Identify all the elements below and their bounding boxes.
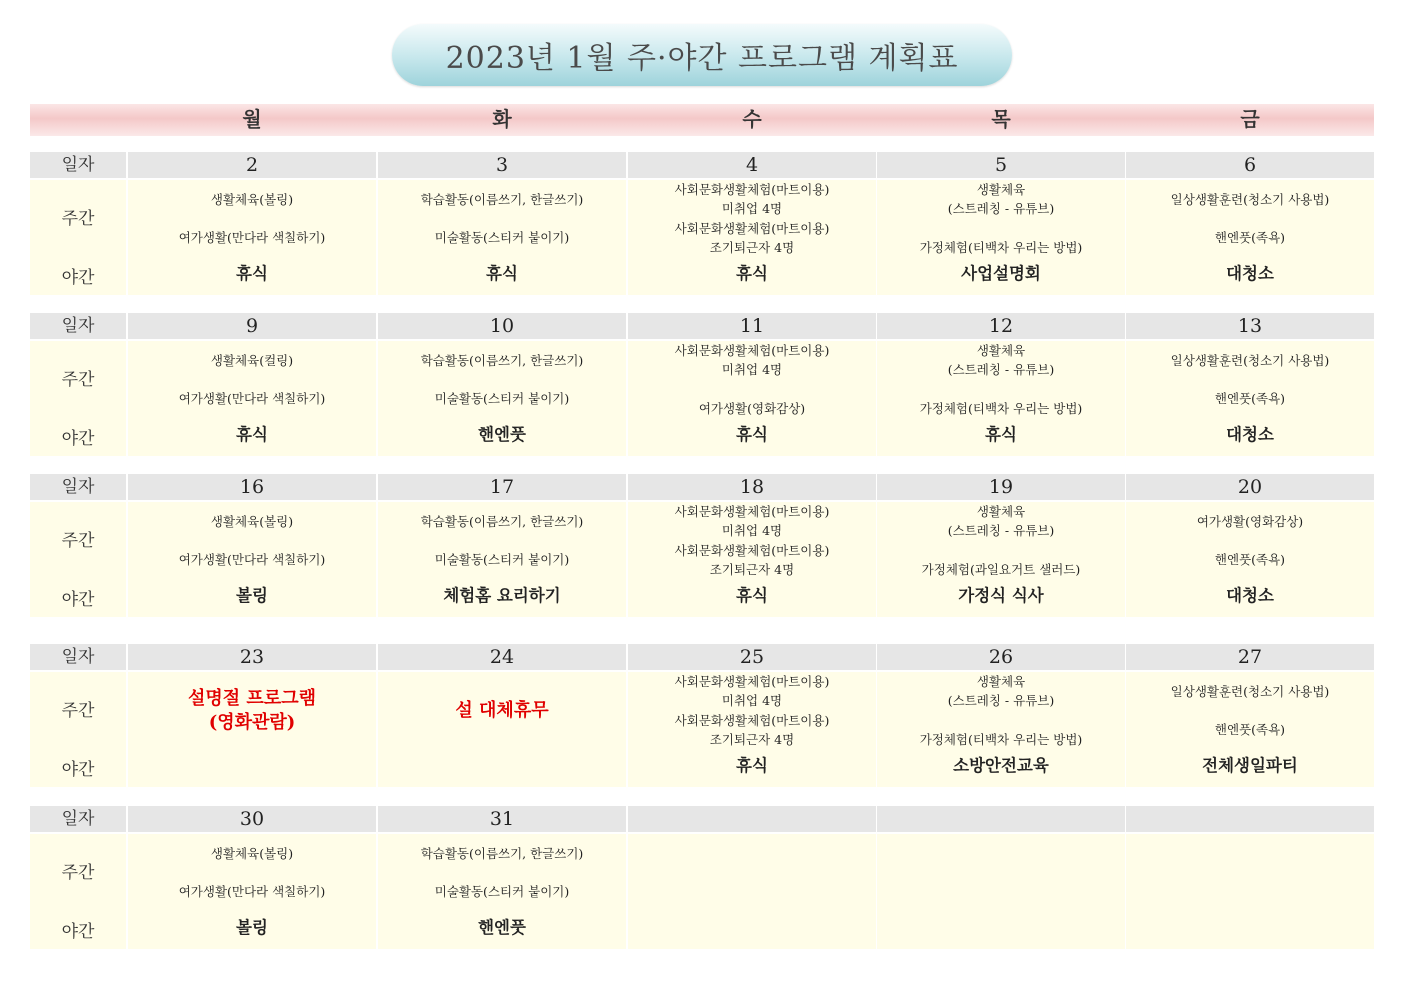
day-body xyxy=(128,180,376,295)
day-cell xyxy=(128,152,376,295)
daytime-program xyxy=(999,543,1003,558)
daytime-programs xyxy=(128,502,376,579)
day-date: 6 xyxy=(1126,152,1374,178)
night-program: 휴식 xyxy=(486,264,518,283)
day-cell xyxy=(1126,152,1374,295)
day-cell xyxy=(877,152,1125,295)
day-body xyxy=(1126,502,1374,617)
day-cell xyxy=(877,806,1125,949)
daytime-program: 여가생활(만다라 색칠하기) xyxy=(178,552,326,568)
day-body xyxy=(1126,180,1374,295)
daytime-programs xyxy=(877,341,1125,418)
night-program: 볼링 xyxy=(236,586,268,605)
night-program: 사업설명회 xyxy=(961,264,1041,283)
day-date: 2 xyxy=(128,152,376,178)
daytime-program: 여가생활(만다라 색칠하기) xyxy=(178,391,326,407)
daytime-program: 핸엔풋(족욕) xyxy=(1214,391,1286,407)
day-cell xyxy=(877,313,1125,456)
day-cell xyxy=(128,474,376,617)
day-date: 20 xyxy=(1126,474,1374,500)
day-date: 26 xyxy=(877,644,1125,670)
day-date: 3 xyxy=(378,152,626,178)
holiday-text: 설 대체휴무 xyxy=(455,699,549,721)
day-body xyxy=(628,672,876,787)
weekday-header-bar xyxy=(30,104,1374,136)
daytime-programs xyxy=(628,672,876,749)
weekday-mon: 월 xyxy=(242,107,262,131)
daytime-program: 학습활동(이름쓰기, 한글쓰기) xyxy=(420,845,584,861)
holiday-text: (영화관람) xyxy=(208,711,296,733)
day-cell xyxy=(1126,806,1374,949)
daytime-program: 사회문화생활체험(마트이용) xyxy=(674,343,830,359)
day-cell xyxy=(1126,474,1374,617)
day-body xyxy=(128,834,376,949)
daytime-program: 가정체험(과일요거트 샐러드) xyxy=(921,561,1081,577)
row-label-body xyxy=(30,834,126,949)
weekday-wed: 수 xyxy=(742,107,762,131)
weekday-thu: 목 xyxy=(991,107,1011,131)
day-date xyxy=(628,806,876,832)
daytime-programs xyxy=(877,180,1125,257)
day-date xyxy=(877,806,1125,832)
night-program xyxy=(378,751,626,781)
day-cell xyxy=(378,152,626,295)
daytime-program: 사회문화생활체험(마트이용) xyxy=(674,182,830,198)
row-label-night: 야간 xyxy=(61,429,95,449)
daytime-programs xyxy=(1126,341,1374,418)
daytime-program xyxy=(999,713,1003,728)
daytime-programs xyxy=(628,341,876,418)
day-body xyxy=(128,502,376,617)
day-body xyxy=(378,180,626,295)
row-label-day: 주간 xyxy=(61,701,95,721)
day-cell xyxy=(628,313,876,456)
day-date: 9 xyxy=(128,313,376,339)
week-row xyxy=(30,152,1374,295)
daytime-program: 일상생활훈련(청소기 사용법) xyxy=(1170,191,1330,207)
day-date: 4 xyxy=(628,152,876,178)
daytime-program xyxy=(999,221,1003,236)
daytime-programs xyxy=(1126,672,1374,749)
daytime-program: 사회문화생활체험(마트이용) xyxy=(674,220,830,236)
daytime-program: 일상생활훈련(청소기 사용법) xyxy=(1170,352,1330,368)
daytime-programs xyxy=(128,834,376,911)
day-cell xyxy=(378,644,626,787)
day-body xyxy=(378,502,626,617)
daytime-program xyxy=(750,382,754,397)
day-date: 17 xyxy=(378,474,626,500)
day-body xyxy=(628,502,876,617)
daytime-program: 여가생활(영화감상) xyxy=(698,400,806,416)
daytime-program: 사회문화생활체험(마트이용) xyxy=(674,712,830,728)
daytime-programs xyxy=(1126,502,1374,579)
row-label-night: 야간 xyxy=(61,590,95,610)
daytime-program: 사회문화생활체험(마트이용) xyxy=(674,674,830,690)
day-cell xyxy=(128,313,376,456)
night-program xyxy=(877,913,1125,943)
weekday-tue: 화 xyxy=(492,107,512,131)
daytime-program: 핸엔풋(족욕) xyxy=(1214,552,1286,568)
daytime-programs xyxy=(877,672,1125,749)
day-cell xyxy=(877,474,1125,617)
night-program xyxy=(628,913,876,943)
day-date: 5 xyxy=(877,152,1125,178)
daytime-program: (스트레칭 - 유튜브) xyxy=(947,362,1055,378)
daytime-programs xyxy=(128,180,376,257)
night-program: 핸엔풋 xyxy=(478,918,526,937)
daytime-program: (스트레칭 - 유튜브) xyxy=(947,523,1055,539)
night-program xyxy=(1126,913,1374,943)
holiday-text: 설명절 프로그램 xyxy=(188,687,316,709)
daytime-program: 사회문화생활체험(마트이용) xyxy=(674,542,830,558)
daytime-programs xyxy=(628,502,876,579)
day-body xyxy=(378,834,626,949)
day-cell xyxy=(877,644,1125,787)
daytime-program: 조기퇴근자 4명 xyxy=(709,239,795,255)
daytime-program: 학습활동(이름쓰기, 한글쓰기) xyxy=(420,352,584,368)
daytime-program: 생활체육(볼링) xyxy=(210,513,294,529)
night-program: 휴식 xyxy=(736,586,768,605)
day-cell xyxy=(1126,644,1374,787)
day-body xyxy=(378,341,626,456)
week-row xyxy=(30,806,1374,949)
day-cell xyxy=(128,806,376,949)
daytime-programs xyxy=(628,180,876,257)
night-program: 대청소 xyxy=(1226,586,1274,605)
row-label-date: 일자 xyxy=(30,806,126,832)
week-row xyxy=(30,644,1374,787)
row-label-night: 야간 xyxy=(61,922,95,942)
day-cell xyxy=(128,644,376,787)
night-program: 체험홈 요리하기 xyxy=(443,586,561,605)
daytime-program: 학습활동(이름쓰기, 한글쓰기) xyxy=(420,191,584,207)
night-program: 휴식 xyxy=(236,425,268,444)
day-cell xyxy=(378,474,626,617)
row-label-date: 일자 xyxy=(30,644,126,670)
day-body xyxy=(628,180,876,295)
daytime-program: 학습활동(이름쓰기, 한글쓰기) xyxy=(420,513,584,529)
daytime-program: 조기퇴근자 4명 xyxy=(709,561,795,577)
night-program xyxy=(128,751,376,781)
day-date: 11 xyxy=(628,313,876,339)
row-label-night: 야간 xyxy=(61,268,95,288)
day-date: 24 xyxy=(378,644,626,670)
daytime-program: 생활체육(볼링) xyxy=(210,845,294,861)
day-body xyxy=(877,180,1125,295)
night-program: 휴식 xyxy=(736,425,768,444)
holiday-program xyxy=(378,672,626,749)
daytime-programs xyxy=(378,502,626,579)
night-program: 핸엔풋 xyxy=(478,425,526,444)
row-label-night: 야간 xyxy=(61,760,95,780)
day-cell xyxy=(628,806,876,949)
day-date: 12 xyxy=(877,313,1125,339)
daytime-program: 가정체험(티백차 우리는 방법) xyxy=(919,731,1083,747)
weekday-fri: 금 xyxy=(1240,107,1260,131)
daytime-program: 가정체험(티백차 우리는 방법) xyxy=(919,239,1083,255)
daytime-program: 미취업 4명 xyxy=(721,201,783,217)
daytime-program: 생활체육(볼링) xyxy=(210,191,294,207)
daytime-program: (스트레칭 - 유튜브) xyxy=(947,201,1055,217)
day-date: 13 xyxy=(1126,313,1374,339)
day-body xyxy=(877,672,1125,787)
night-program: 휴식 xyxy=(736,264,768,283)
row-label-date: 일자 xyxy=(30,152,126,178)
day-cell xyxy=(378,806,626,949)
daytime-program: 생활체육 xyxy=(976,504,1026,520)
holiday-program xyxy=(128,672,376,749)
row-label-day: 주간 xyxy=(61,370,95,390)
day-date: 10 xyxy=(378,313,626,339)
day-body xyxy=(1126,341,1374,456)
day-body xyxy=(628,341,876,456)
night-program: 휴식 xyxy=(985,425,1017,444)
day-body xyxy=(378,672,626,787)
day-cell xyxy=(628,644,876,787)
daytime-program: 생활체육(컬링) xyxy=(210,352,294,368)
daytime-program: 핸엔풋(족욕) xyxy=(1214,722,1286,738)
day-date: 18 xyxy=(628,474,876,500)
day-date: 23 xyxy=(128,644,376,670)
day-body xyxy=(877,834,1125,949)
daytime-program: 미취업 4명 xyxy=(721,693,783,709)
daytime-program: 미술활동(스티커 붙이기) xyxy=(434,391,570,407)
day-date: 31 xyxy=(378,806,626,832)
daytime-program: 조기퇴근자 4명 xyxy=(709,731,795,747)
day-body xyxy=(1126,834,1374,949)
daytime-programs xyxy=(877,502,1125,579)
page-title: 2023년 1월 주·야간 프로그램 계획표 xyxy=(392,24,1012,86)
night-program: 휴식 xyxy=(736,756,768,775)
day-date: 16 xyxy=(128,474,376,500)
daytime-program: (스트레칭 - 유튜브) xyxy=(947,693,1055,709)
daytime-program: 미취업 4명 xyxy=(721,523,783,539)
row-label-body xyxy=(30,180,126,295)
daytime-programs xyxy=(378,341,626,418)
day-cell xyxy=(378,313,626,456)
daytime-program: 핸엔풋(족욕) xyxy=(1214,230,1286,246)
row-label-body xyxy=(30,502,126,617)
day-cell xyxy=(1126,313,1374,456)
day-cell xyxy=(628,474,876,617)
daytime-programs xyxy=(378,180,626,257)
day-body xyxy=(877,341,1125,456)
daytime-program xyxy=(999,382,1003,397)
daytime-program: 미술활동(스티커 붙이기) xyxy=(434,552,570,568)
row-label-date: 일자 xyxy=(30,474,126,500)
day-date: 30 xyxy=(128,806,376,832)
day-date xyxy=(1126,806,1374,832)
night-program: 소방안전교육 xyxy=(953,756,1049,775)
daytime-program: 미취업 4명 xyxy=(721,362,783,378)
day-body xyxy=(1126,672,1374,787)
daytime-program: 일상생활훈련(청소기 사용법) xyxy=(1170,683,1330,699)
row-label-day: 주간 xyxy=(61,531,95,551)
night-program: 대청소 xyxy=(1226,264,1274,283)
daytime-programs xyxy=(378,834,626,911)
row-label-day: 주간 xyxy=(61,209,95,229)
day-body xyxy=(128,341,376,456)
daytime-program: 미술활동(스티커 붙이기) xyxy=(434,884,570,900)
day-body xyxy=(128,672,376,787)
row-label-date: 일자 xyxy=(30,313,126,339)
day-date: 27 xyxy=(1126,644,1374,670)
day-cell xyxy=(628,152,876,295)
daytime-program: 가정체험(티백차 우리는 방법) xyxy=(919,400,1083,416)
row-label-day: 주간 xyxy=(61,863,95,883)
night-program: 가정식 식사 xyxy=(958,586,1044,605)
row-label-body xyxy=(30,672,126,787)
night-program: 전체생일파티 xyxy=(1202,756,1298,775)
daytime-program: 생활체육 xyxy=(976,182,1026,198)
daytime-program: 미술활동(스티커 붙이기) xyxy=(434,230,570,246)
night-program: 대청소 xyxy=(1226,425,1274,444)
row-label-body xyxy=(30,341,126,456)
daytime-programs xyxy=(1126,180,1374,257)
daytime-program: 사회문화생활체험(마트이용) xyxy=(674,504,830,520)
day-date: 25 xyxy=(628,644,876,670)
night-program: 휴식 xyxy=(236,264,268,283)
daytime-programs xyxy=(128,341,376,418)
week-row xyxy=(30,474,1374,617)
daytime-program: 여가생활(만다라 색칠하기) xyxy=(178,230,326,246)
daytime-program: 생활체육 xyxy=(976,674,1026,690)
day-date: 19 xyxy=(877,474,1125,500)
week-row xyxy=(30,313,1374,456)
day-body xyxy=(628,834,876,949)
night-program: 볼링 xyxy=(236,918,268,937)
daytime-program: 여가생활(영화감상) xyxy=(1196,513,1304,529)
day-body xyxy=(877,502,1125,617)
daytime-program: 여가생활(만다라 색칠하기) xyxy=(178,884,326,900)
daytime-program: 생활체육 xyxy=(976,343,1026,359)
